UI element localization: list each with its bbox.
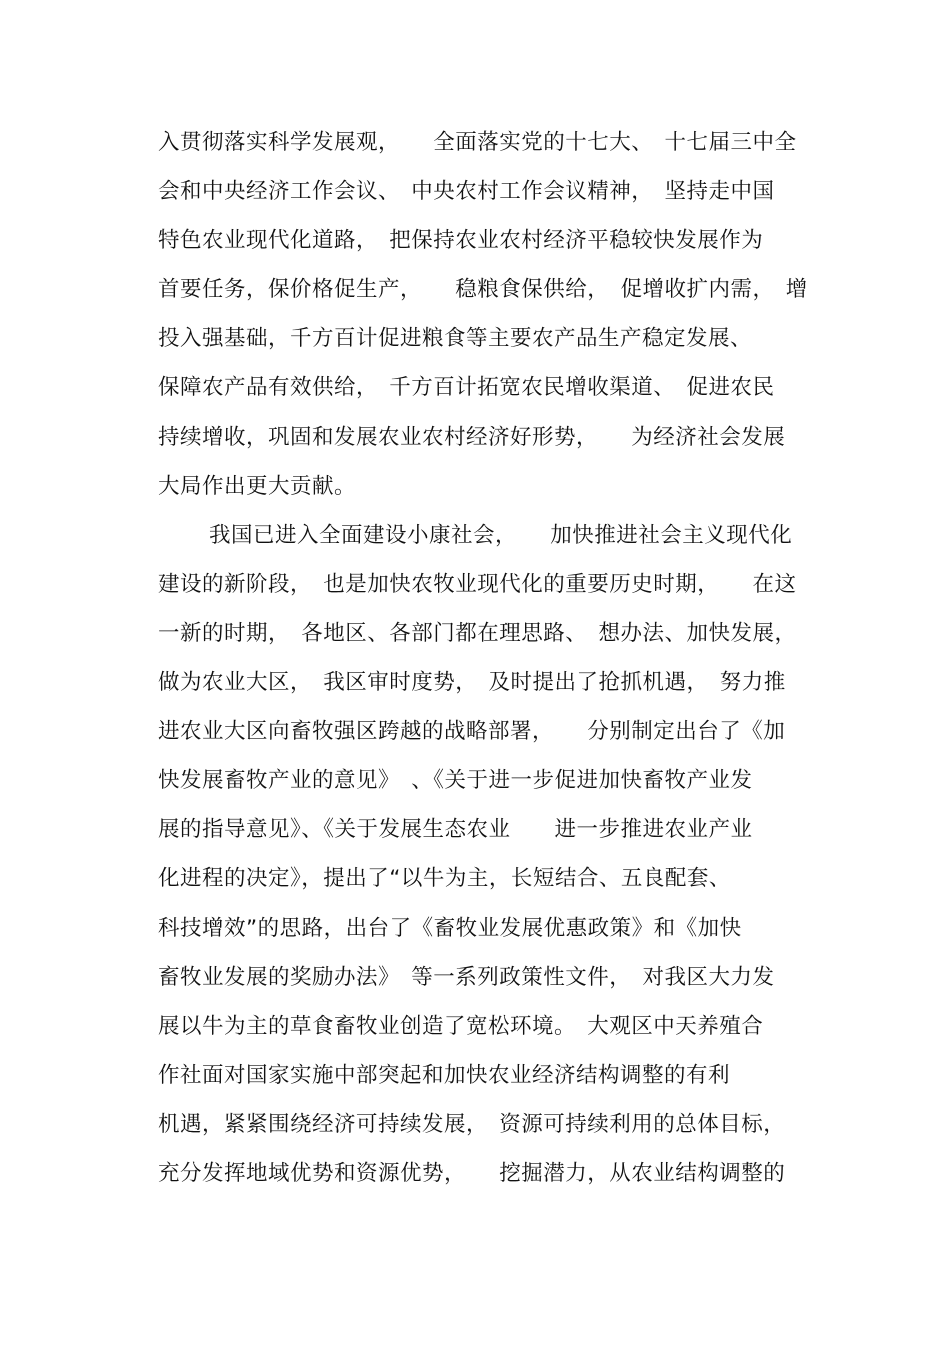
text-line-9: 我国已进入全面建设小康社会， 加快推进社会主义现代化: [209, 522, 793, 548]
text-line-13: 进农业大区向畜牧强区跨越的战略部署， 分别制定出台了《加: [158, 719, 786, 745]
text-line-15: 展的指导意见》、《关于发展生态农业 进一步推进农业产业: [158, 817, 753, 843]
text-line-18: 畜牧业发展的奖励办法》 等一系列政策性文件， 对我区大力发: [158, 964, 775, 990]
text-line-19: 展以牛为主的草食畜牧业创造了宽松环境。 大观区中天养殖合: [158, 1013, 764, 1039]
text-line-2: 会和中央经济工作会议、 中央农村工作会议精神， 坚持走中国: [158, 179, 775, 205]
text-line-8: 大局作出更大贡献。: [158, 473, 357, 499]
text-line-22: 充分发挥地域优势和资源优势， 挖掘潜力，从农业结构调整的: [158, 1160, 786, 1186]
text-line-16: 化进程的决定》，提出了“以牛为主，长短结合、五良配套、: [158, 866, 731, 892]
text-line-14: 快发展畜牧产业的意见》 、《关于进一步促进加快畜牧产业发: [158, 768, 753, 794]
text-line-1: 入贯彻落实科学发展观， 全面落实党的十七大、 十七届三中全: [158, 130, 797, 155]
body-text: [158, 118, 848, 1198]
text-line-17: 科技增效”的思路，出台了《畜牧业发展优惠政策》和《加快: [158, 915, 742, 941]
text-line-7: 持续增收，巩固和发展农业农村经济好形势， 为经济社会发展: [158, 424, 786, 450]
text-line-20: 作社面对国家实施中部突起和加快农业经济结构调整的有利: [158, 1062, 731, 1088]
text-line-10: 建设的新阶段， 也是加快农牧业现代化的重要历史时期， 在这: [158, 571, 797, 597]
text-line-12: 做为农业大区， 我区审时度势， 及时提出了抢抓机遇， 努力推: [158, 670, 786, 696]
text-line-21: 机遇，紧紧围绕经济可持续发展， 资源可持续利用的总体目标，: [158, 1111, 786, 1137]
text-line-5: 投入强基础，千方百计促进粮食等主要农产品生产稳定发展、: [158, 326, 753, 352]
text-line-3: 特色农业现代化道路， 把保持农业农村经济平稳较快发展作为: [158, 228, 764, 254]
text-line-6: 保障农产品有效供给， 千方百计拓宽农民增收渠道、 促进农民: [158, 375, 775, 401]
text-line-4: 首要任务，保价格促生产， 稳粮食保供给， 促增收扩内需， 增: [158, 277, 808, 303]
text-line-11: 一新的时期， 各地区、各部门都在理思路、 想办法、加快发展，: [158, 620, 797, 646]
